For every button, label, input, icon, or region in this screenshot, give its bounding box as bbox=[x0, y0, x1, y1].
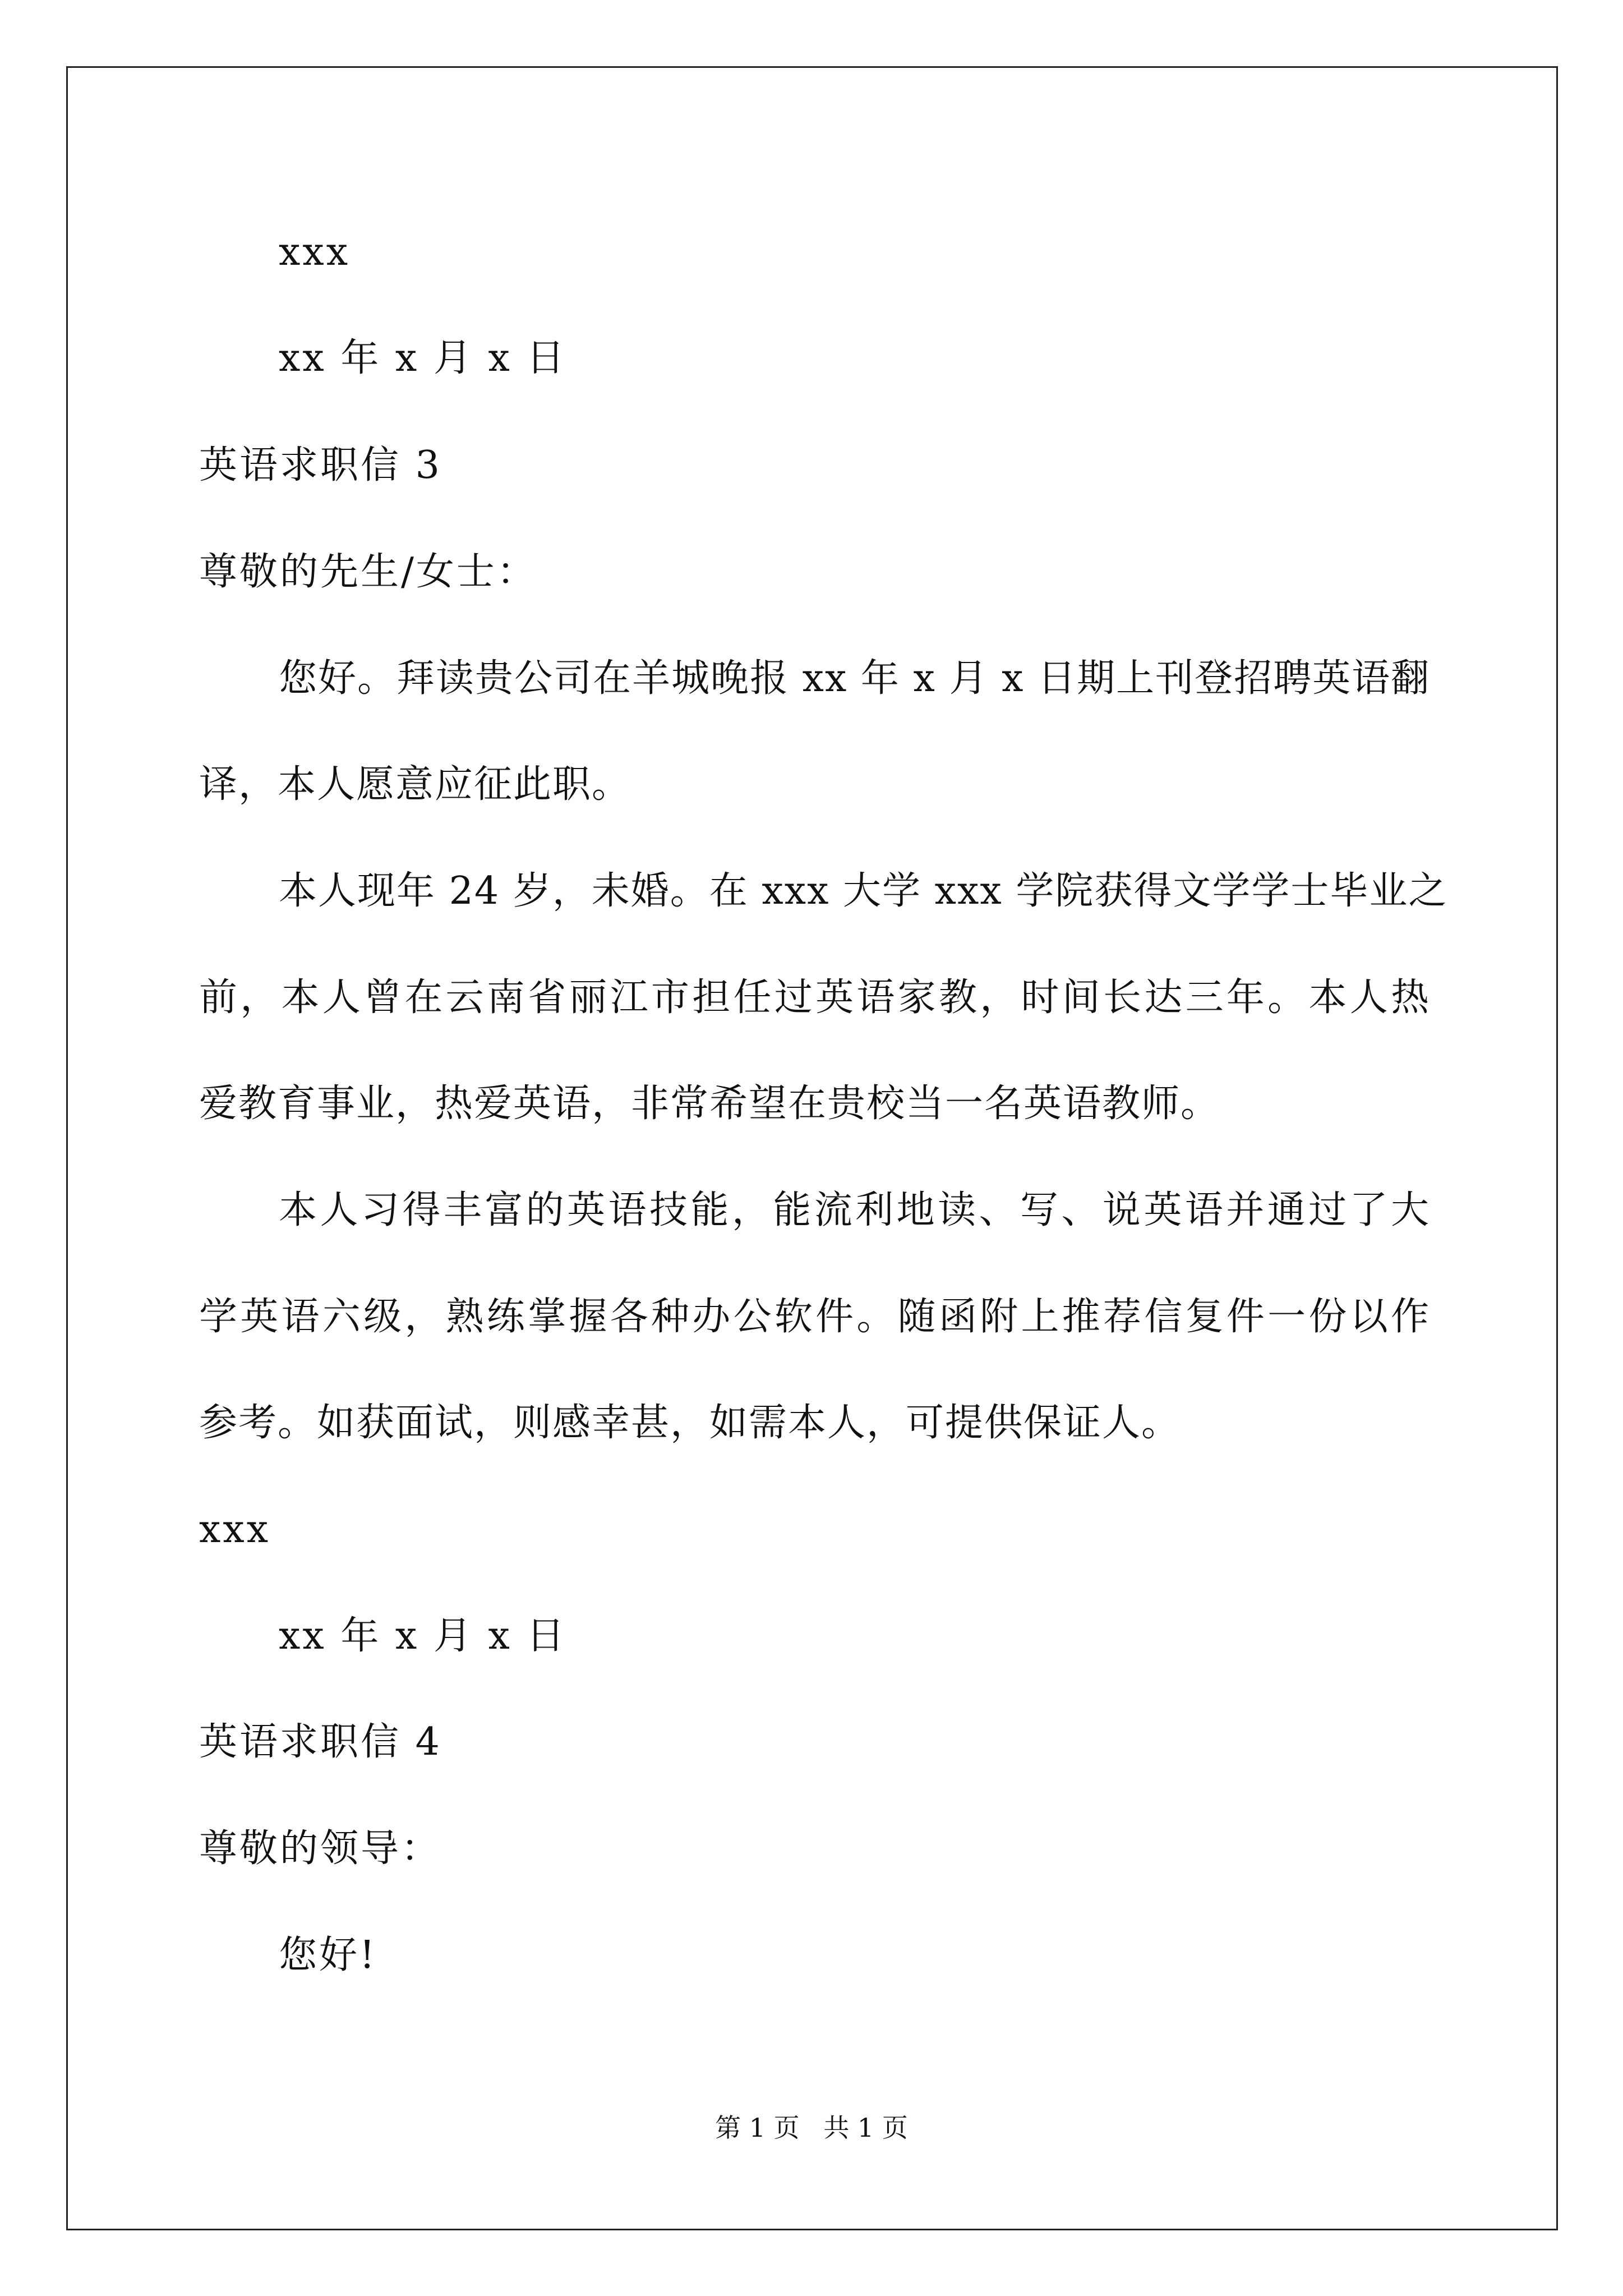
letter4-greeting: 您好! bbox=[279, 1933, 377, 1977]
letter3-p3-line3: 参考。如获面试，则感幸甚，如需本人，可提供保证人。 bbox=[199, 1401, 1181, 1445]
letter3-p3-line1: 本人习得丰富的英语技能，能流利地读、写、说英语并通过了大 bbox=[279, 1188, 1430, 1232]
letter3-title: 英语求职信 3 bbox=[199, 443, 442, 487]
letter3-p2-line1: 本人现年 24 岁，未婚。在 xxx 大学 xxx 学院获得文学学士毕业之 bbox=[279, 869, 1448, 913]
letter3-p1-line1: 您好。拜读贵公司在羊城晚报 xx 年 x 月 x 日期上刊登招聘英语翻 bbox=[279, 656, 1431, 701]
letter3-salutation: 尊敬的先生/女士： bbox=[199, 550, 537, 594]
date-letter2: xx 年 x 月 x 日 bbox=[279, 336, 567, 380]
letter3-date: xx 年 x 月 x 日 bbox=[279, 1614, 567, 1658]
letter3-signature: xxx bbox=[199, 1507, 271, 1552]
page-number: 第 1 页 bbox=[715, 2113, 800, 2143]
letter3-p1-line2: 译，本人愿意应征此职。 bbox=[199, 762, 631, 807]
letter4-salutation: 尊敬的领导： bbox=[199, 1826, 442, 1871]
page-border bbox=[66, 66, 1558, 2230]
page-footer bbox=[0, 2111, 1623, 2145]
letter3-p2-line3: 爱教育事业，热爱英语，非常希望在贵校当一名英语教师。 bbox=[199, 1082, 1220, 1126]
page-total: 共 1 页 bbox=[823, 2113, 908, 2143]
signature-letter2: xxx bbox=[279, 230, 351, 274]
letter3-p2-line2: 前，本人曾在云南省丽江市担任过英语家教，时间长达三年。本人热 bbox=[199, 976, 1430, 1020]
letter4-title: 英语求职信 4 bbox=[199, 1720, 442, 1764]
letter3-p3-line2: 学英语六级，熟练掌握各种办公软件。随函附上推荐信复件一份以作 bbox=[199, 1295, 1430, 1339]
